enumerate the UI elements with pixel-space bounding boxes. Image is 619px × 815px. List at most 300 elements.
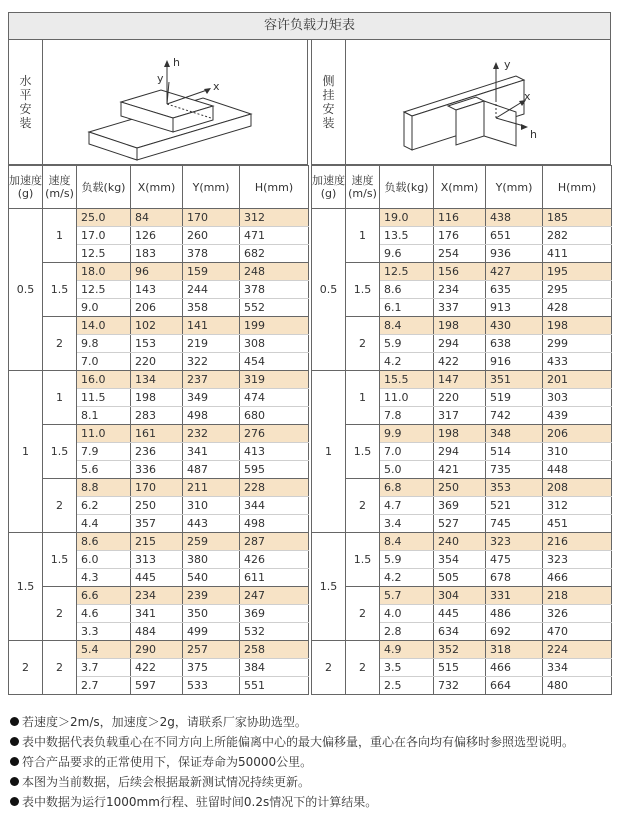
x-cell: 422	[434, 353, 486, 371]
h-cell: 295	[543, 281, 612, 299]
load-cell: 11.0	[77, 425, 131, 443]
y-cell: 487	[183, 461, 240, 479]
load-cell: 7.0	[380, 443, 434, 461]
h-cell: 448	[543, 461, 612, 479]
load-cell: 6.8	[380, 479, 434, 497]
h-cell: 682	[240, 245, 309, 263]
acceleration-cell: 1.5	[312, 533, 346, 641]
x-cell: 147	[434, 371, 486, 389]
x-cell: 234	[131, 587, 183, 605]
note-text: 表中数据代表负载重心在不同方向上所能偏离中心的最大偏移量，重心在各向均有偏移时参照选型说明。	[22, 735, 575, 749]
h-cell: 454	[240, 353, 309, 371]
notes-list	[8, 712, 611, 812]
h-cell: 319	[240, 371, 309, 389]
side-load-table	[311, 165, 612, 695]
h-cell: 282	[543, 227, 612, 245]
h-cell: 532	[240, 623, 309, 641]
load-cell: 12.5	[77, 245, 131, 263]
y-cell: 438	[486, 209, 543, 227]
load-cell: 6.1	[380, 299, 434, 317]
load-cell: 4.2	[380, 353, 434, 371]
load-cell: 4.0	[380, 605, 434, 623]
speed-cell: 1	[346, 371, 380, 425]
x-cell: 102	[131, 317, 183, 335]
h-cell: 413	[240, 443, 309, 461]
x-cell: 215	[131, 533, 183, 551]
load-cell: 9.0	[77, 299, 131, 317]
y-cell: 141	[183, 317, 240, 335]
load-cell: 12.5	[77, 281, 131, 299]
load-cell: 11.0	[380, 389, 434, 407]
load-cell: 5.6	[77, 461, 131, 479]
table-row	[312, 209, 612, 227]
table-title: 容许负载力矩表	[8, 12, 611, 40]
y-cell: 678	[486, 569, 543, 587]
x-cell: 290	[131, 641, 183, 659]
y-cell: 427	[486, 263, 543, 281]
y-cell: 322	[183, 353, 240, 371]
y-cell: 350	[183, 605, 240, 623]
load-cell: 11.5	[77, 389, 131, 407]
h-cell: 218	[543, 587, 612, 605]
note-item	[8, 752, 611, 772]
y-cell: 486	[486, 605, 543, 623]
x-cell: 236	[131, 443, 183, 461]
load-cell: 2.8	[380, 623, 434, 641]
load-cell: 9.9	[380, 425, 434, 443]
y-cell: 219	[183, 335, 240, 353]
load-cell: 14.0	[77, 317, 131, 335]
load-cell: 5.9	[380, 551, 434, 569]
x-cell: 336	[131, 461, 183, 479]
load-cell: 13.5	[380, 227, 434, 245]
y-cell: 533	[183, 677, 240, 695]
column-header: H(mm)	[543, 166, 612, 209]
h-cell: 258	[240, 641, 309, 659]
acceleration-cell: 1	[312, 371, 346, 533]
h-cell: 201	[543, 371, 612, 389]
load-cell: 7.0	[77, 353, 131, 371]
y-cell: 430	[486, 317, 543, 335]
h-cell: 680	[240, 407, 309, 425]
y-cell: 651	[486, 227, 543, 245]
x-cell: 220	[434, 389, 486, 407]
speed-cell: 1.5	[43, 263, 77, 317]
h-cell: 287	[240, 533, 309, 551]
y-cell: 499	[183, 623, 240, 641]
load-cell: 6.0	[77, 551, 131, 569]
load-cell: 8.6	[380, 281, 434, 299]
column-header: Y(mm)	[183, 166, 240, 209]
column-header: 负载(kg)	[380, 166, 434, 209]
y-cell: 380	[183, 551, 240, 569]
load-cell: 7.8	[380, 407, 434, 425]
y-cell: 913	[486, 299, 543, 317]
note-item	[8, 712, 611, 732]
x-cell: 198	[434, 317, 486, 335]
y-cell: 331	[486, 587, 543, 605]
h-cell: 451	[543, 515, 612, 533]
load-cell: 25.0	[77, 209, 131, 227]
table-row	[312, 425, 612, 443]
y-cell: 692	[486, 623, 543, 641]
x-cell: 198	[434, 425, 486, 443]
axis-label-x: x	[213, 80, 220, 93]
h-cell: 248	[240, 263, 309, 281]
load-cell: 8.1	[77, 407, 131, 425]
load-cell: 17.0	[77, 227, 131, 245]
table-row	[312, 587, 612, 605]
horizontal-mount-diagram	[8, 40, 308, 165]
load-cell: 2.5	[380, 677, 434, 695]
h-cell: 216	[543, 533, 612, 551]
x-cell: 220	[131, 353, 183, 371]
x-cell: 250	[434, 479, 486, 497]
bullet-icon	[10, 717, 19, 726]
x-cell: 161	[131, 425, 183, 443]
load-cell: 8.6	[77, 533, 131, 551]
x-cell: 304	[434, 587, 486, 605]
x-cell: 234	[434, 281, 486, 299]
y-cell: 936	[486, 245, 543, 263]
y-cell: 745	[486, 515, 543, 533]
h-cell: 466	[543, 569, 612, 587]
x-cell: 505	[434, 569, 486, 587]
y-cell: 375	[183, 659, 240, 677]
h-cell: 378	[240, 281, 309, 299]
y-cell: 521	[486, 497, 543, 515]
x-cell: 96	[131, 263, 183, 281]
speed-cell: 2	[43, 479, 77, 533]
h-cell: 384	[240, 659, 309, 677]
bullet-icon	[10, 777, 19, 786]
h-cell: 312	[543, 497, 612, 515]
side-mount-diagram	[311, 40, 611, 165]
x-cell: 126	[131, 227, 183, 245]
y-cell: 351	[486, 371, 543, 389]
x-cell: 527	[434, 515, 486, 533]
h-cell: 498	[240, 515, 309, 533]
table-row	[9, 587, 309, 605]
axis-label-y: y	[157, 72, 164, 85]
speed-cell: 2	[346, 641, 380, 695]
column-header: 速度 (m/s)	[346, 166, 380, 209]
table-row	[312, 263, 612, 281]
x-cell: 294	[434, 443, 486, 461]
speed-cell: 2	[346, 317, 380, 371]
load-cell: 16.0	[77, 371, 131, 389]
load-cell: 3.3	[77, 623, 131, 641]
table-row	[312, 533, 612, 551]
bullet-icon	[10, 737, 19, 746]
y-cell: 323	[486, 533, 543, 551]
h-cell: 480	[543, 677, 612, 695]
y-cell: 341	[183, 443, 240, 461]
note-item	[8, 792, 611, 812]
acceleration-cell: 0.5	[9, 209, 43, 371]
table-row	[312, 479, 612, 497]
y-cell: 318	[486, 641, 543, 659]
column-header: 加速度 (g)	[312, 166, 346, 209]
speed-cell: 1.5	[346, 263, 380, 317]
speed-cell: 1	[346, 209, 380, 263]
h-cell: 551	[240, 677, 309, 695]
h-cell: 247	[240, 587, 309, 605]
x-cell: 250	[131, 497, 183, 515]
x-cell: 283	[131, 407, 183, 425]
column-header: X(mm)	[434, 166, 486, 209]
load-cell: 8.8	[77, 479, 131, 497]
h-cell: 308	[240, 335, 309, 353]
y-cell: 310	[183, 497, 240, 515]
load-cell: 4.2	[380, 569, 434, 587]
h-cell: 326	[543, 605, 612, 623]
x-cell: 422	[131, 659, 183, 677]
load-cell: 18.0	[77, 263, 131, 281]
side-slider-illustration	[346, 40, 610, 164]
x-cell: 170	[131, 479, 183, 497]
y-cell: 353	[486, 479, 543, 497]
h-cell: 323	[543, 551, 612, 569]
h-cell: 276	[240, 425, 309, 443]
y-cell: 466	[486, 659, 543, 677]
x-cell: 515	[434, 659, 486, 677]
x-cell: 134	[131, 371, 183, 389]
y-cell: 378	[183, 245, 240, 263]
table-row	[9, 317, 309, 335]
x-cell: 143	[131, 281, 183, 299]
x-cell: 597	[131, 677, 183, 695]
y-cell: 244	[183, 281, 240, 299]
y-cell: 159	[183, 263, 240, 281]
x-cell: 206	[131, 299, 183, 317]
table-row	[312, 317, 612, 335]
mount-label-side: 侧挂安装	[312, 40, 346, 164]
load-cell: 5.4	[77, 641, 131, 659]
load-cell: 5.9	[380, 335, 434, 353]
x-cell: 484	[131, 623, 183, 641]
load-cell: 3.7	[77, 659, 131, 677]
note-text: 符合产品要求的正常使用下，保证寿命为50000公里。	[22, 755, 313, 769]
load-cell: 6.2	[77, 497, 131, 515]
x-cell: 445	[434, 605, 486, 623]
load-cell: 3.5	[380, 659, 434, 677]
speed-cell: 2	[346, 479, 380, 533]
acceleration-cell: 0.5	[312, 209, 346, 371]
x-cell: 634	[434, 623, 486, 641]
load-cell: 4.4	[77, 515, 131, 533]
y-cell: 358	[183, 299, 240, 317]
x-cell: 317	[434, 407, 486, 425]
h-cell: 595	[240, 461, 309, 479]
x-cell: 732	[434, 677, 486, 695]
x-cell: 352	[434, 641, 486, 659]
h-cell: 310	[543, 443, 612, 461]
y-cell: 664	[486, 677, 543, 695]
speed-cell: 2	[43, 587, 77, 641]
h-cell: 552	[240, 299, 309, 317]
load-cell: 4.3	[77, 569, 131, 587]
y-cell: 237	[183, 371, 240, 389]
note-text: 本图为当前数据，后续会根据最新测试情况持续更新。	[22, 775, 311, 789]
h-cell: 303	[543, 389, 612, 407]
y-cell: 348	[486, 425, 543, 443]
h-cell: 206	[543, 425, 612, 443]
h-cell: 474	[240, 389, 309, 407]
y-cell: 239	[183, 587, 240, 605]
speed-cell: 2	[43, 317, 77, 371]
table-row	[312, 371, 612, 389]
y-cell: 443	[183, 515, 240, 533]
note-item	[8, 732, 611, 752]
h-cell: 611	[240, 569, 309, 587]
speed-cell: 2	[346, 587, 380, 641]
acceleration-cell: 1	[9, 371, 43, 533]
bullet-icon	[10, 797, 19, 806]
h-cell: 185	[543, 209, 612, 227]
y-cell: 232	[183, 425, 240, 443]
x-cell: 445	[131, 569, 183, 587]
table-row	[9, 425, 309, 443]
load-cell: 7.9	[77, 443, 131, 461]
x-cell: 357	[131, 515, 183, 533]
load-cell: 4.6	[77, 605, 131, 623]
speed-cell: 1.5	[43, 533, 77, 587]
h-cell: 195	[543, 263, 612, 281]
h-cell: 208	[543, 479, 612, 497]
table-row	[312, 641, 612, 659]
h-cell: 198	[543, 317, 612, 335]
h-cell: 426	[240, 551, 309, 569]
acceleration-cell: 2	[312, 641, 346, 695]
y-cell: 170	[183, 209, 240, 227]
note-text: 若速度＞2m/s，加速度＞2g，请联系厂家协助选型。	[22, 715, 307, 729]
x-cell: 240	[434, 533, 486, 551]
x-cell: 421	[434, 461, 486, 479]
table-row	[9, 263, 309, 281]
load-cell: 5.7	[380, 587, 434, 605]
x-cell: 198	[131, 389, 183, 407]
y-cell: 635	[486, 281, 543, 299]
y-cell: 742	[486, 407, 543, 425]
x-cell: 176	[434, 227, 486, 245]
table-row	[9, 479, 309, 497]
load-cell: 5.0	[380, 461, 434, 479]
y-cell: 259	[183, 533, 240, 551]
h-cell: 439	[543, 407, 612, 425]
column-header: 负载(kg)	[77, 166, 131, 209]
speed-cell: 1.5	[346, 425, 380, 479]
x-cell: 337	[434, 299, 486, 317]
y-cell: 735	[486, 461, 543, 479]
h-cell: 299	[543, 335, 612, 353]
h-cell: 470	[543, 623, 612, 641]
horizontal-slider-illustration	[43, 40, 307, 164]
table-row	[9, 533, 309, 551]
speed-cell: 1	[43, 371, 77, 425]
load-moment-table	[8, 12, 611, 702]
axis-label-y-side: y	[504, 58, 511, 71]
table-row	[9, 209, 309, 227]
load-cell: 9.8	[77, 335, 131, 353]
y-cell: 260	[183, 227, 240, 245]
h-cell: 334	[543, 659, 612, 677]
mount-label-horizontal: 水平安装	[9, 40, 43, 164]
x-cell: 294	[434, 335, 486, 353]
load-cell: 15.5	[380, 371, 434, 389]
h-cell: 312	[240, 209, 309, 227]
y-cell: 211	[183, 479, 240, 497]
y-cell: 257	[183, 641, 240, 659]
y-cell: 916	[486, 353, 543, 371]
load-cell: 4.9	[380, 641, 434, 659]
y-cell: 514	[486, 443, 543, 461]
x-cell: 153	[131, 335, 183, 353]
load-cell: 6.6	[77, 587, 131, 605]
acceleration-cell: 2	[9, 641, 43, 695]
x-cell: 341	[131, 605, 183, 623]
column-header: Y(mm)	[486, 166, 543, 209]
h-cell: 433	[543, 353, 612, 371]
x-cell: 369	[434, 497, 486, 515]
h-cell: 369	[240, 605, 309, 623]
y-cell: 498	[183, 407, 240, 425]
h-cell: 411	[543, 245, 612, 263]
axis-label-x-side: x	[524, 90, 531, 103]
speed-cell: 2	[43, 641, 77, 695]
h-cell: 224	[543, 641, 612, 659]
column-header: 速度 (m/s)	[43, 166, 77, 209]
speed-cell: 1.5	[43, 425, 77, 479]
x-cell: 354	[434, 551, 486, 569]
h-cell: 344	[240, 497, 309, 515]
note-text: 表中数据为运行1000mm行程、驻留时间0.2s情况下的计算结果。	[22, 795, 378, 809]
h-cell: 428	[543, 299, 612, 317]
x-cell: 156	[434, 263, 486, 281]
h-cell: 471	[240, 227, 309, 245]
x-cell: 313	[131, 551, 183, 569]
load-cell: 8.4	[380, 533, 434, 551]
load-cell: 3.4	[380, 515, 434, 533]
h-cell: 228	[240, 479, 309, 497]
y-cell: 475	[486, 551, 543, 569]
y-cell: 519	[486, 389, 543, 407]
x-cell: 254	[434, 245, 486, 263]
table-row	[9, 371, 309, 389]
horizontal-load-table	[8, 165, 309, 695]
column-header: 加速度 (g)	[9, 166, 43, 209]
speed-cell: 1	[43, 209, 77, 263]
table-row	[9, 641, 309, 659]
x-cell: 183	[131, 245, 183, 263]
load-cell: 4.7	[380, 497, 434, 515]
load-cell: 8.4	[380, 317, 434, 335]
y-cell: 638	[486, 335, 543, 353]
note-item	[8, 772, 611, 792]
axis-label-h: h	[173, 56, 180, 69]
load-cell: 9.6	[380, 245, 434, 263]
x-cell: 116	[434, 209, 486, 227]
y-cell: 349	[183, 389, 240, 407]
acceleration-cell: 1.5	[9, 533, 43, 641]
column-header: H(mm)	[240, 166, 309, 209]
column-header: X(mm)	[131, 166, 183, 209]
axis-label-h-side: h	[530, 128, 537, 141]
load-cell: 12.5	[380, 263, 434, 281]
speed-cell: 1.5	[346, 533, 380, 587]
h-cell: 199	[240, 317, 309, 335]
load-cell: 19.0	[380, 209, 434, 227]
